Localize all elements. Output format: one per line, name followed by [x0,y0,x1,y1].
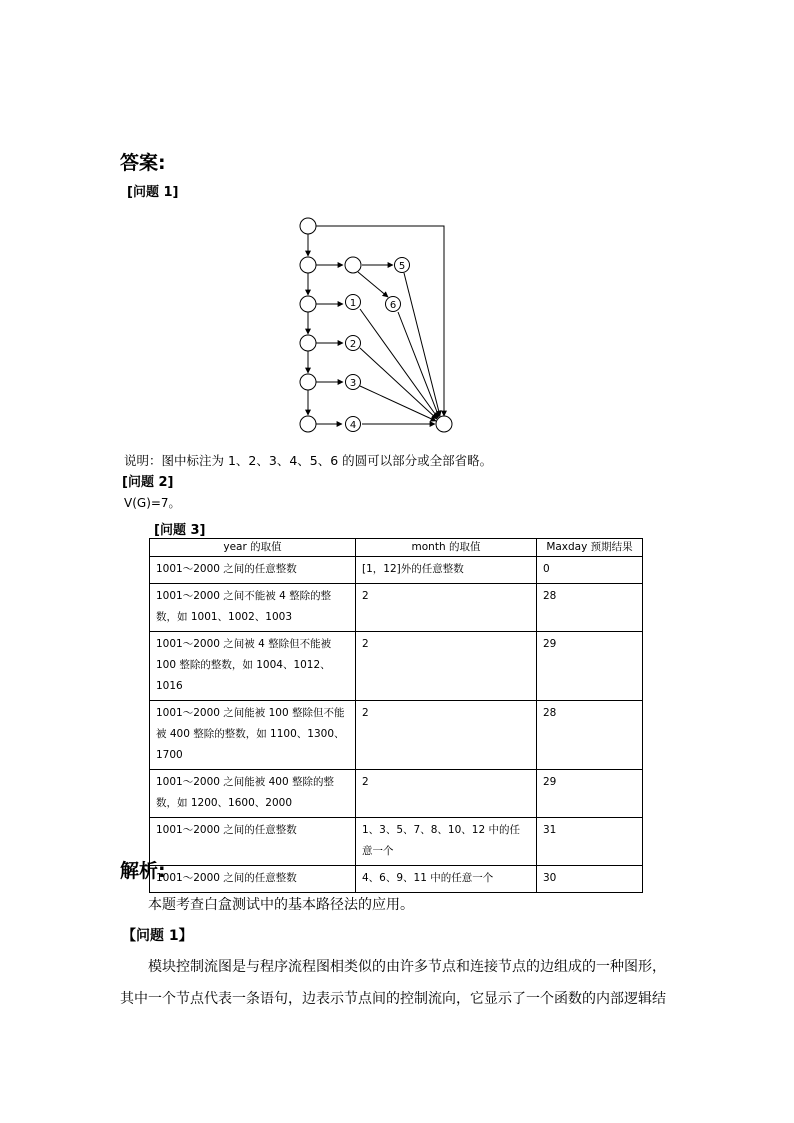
node [300,257,316,273]
cell-month: 4、6、9、11 中的任意一个 [356,866,537,893]
table-row [150,557,643,584]
question-3-label: [问题 3] [154,523,206,538]
cell-month: 1、3、5、7、8、10、12 中的任意一个 [356,818,537,866]
cell-maxday: 28 [537,701,643,770]
analysis-heading: 解析: [120,860,166,882]
analysis-paragraph-line-1: 模块控制流图是与程序流程图相类似的由许多节点和连接节点的边组成的一种图形， [148,959,666,975]
cell-maxday: 28 [537,584,643,632]
table-row [150,818,643,866]
node-label-6: 6 [389,300,397,311]
cell-year: 1001～2000 之间的任意整数 [150,557,356,584]
cell-month: 2 [356,701,537,770]
question-1-label: [问题 1] [127,185,179,200]
table-row [150,770,643,818]
header-maxday: Maxday 预期结果 [537,539,643,557]
edge [358,272,388,297]
analysis-paragraph-line-2: 其中一个节点代表一条语句，边表示节点间的控制流向，它显示了一个函数的内部逻辑结 [120,991,666,1007]
edge [404,273,440,416]
node-label-3: 3 [349,378,357,389]
edge [398,312,439,417]
table-row [150,584,643,632]
cell-month: 2 [356,632,537,701]
node [300,296,316,312]
node-label-5: 5 [398,261,406,272]
cell-maxday: 0 [537,557,643,584]
analysis-question-1-label: 【问题 1】 [122,928,193,944]
node [300,335,316,351]
cell-year: 1001～2000 之间不能被 4 整除的整数，如 1001、1002、1003 [150,584,356,632]
table-row [150,632,643,701]
cell-month: 2 [356,584,537,632]
cell-maxday: 29 [537,770,643,818]
node-label-4: 4 [349,420,357,431]
cell-year: 1001～2000 之间的任意整数 [150,866,356,893]
cell-year: 1001～2000 之间能被 100 整除但不能被 400 整除的整数，如 1100、1300、1700 [150,701,356,770]
cell-maxday: 30 [537,866,643,893]
table-header-row [150,539,643,557]
node [300,374,316,390]
answer-heading: 答案: [120,152,166,174]
question-2-answer: V(G)=7。 [124,496,181,510]
edge [360,386,436,421]
edge [316,226,444,416]
node [300,416,316,432]
analysis-intro: 本题考查白盒测试中的基本路径法的应用。 [148,897,414,913]
table-row [150,701,643,770]
node-label-2: 2 [349,339,357,350]
node-label-1: 1 [349,298,357,309]
cell-month: [1，12]外的任意整数 [356,557,537,584]
test-case-table [149,538,643,893]
cell-month: 2 [356,770,537,818]
question-2-label: [问题 2] [122,475,174,490]
graph-note: 说明：图中标注为 1、2、3、4、5、6 的圆可以部分或全部省略。 [124,453,493,468]
cell-year: 1001～2000 之间的任意整数 [150,818,356,866]
header-month: month 的取值 [356,539,537,557]
cell-year: 1001～2000 之间能被 400 整除的整数，如 1200、1600、2000 [150,770,356,818]
node-start [300,218,316,234]
header-year: year 的取值 [150,539,356,557]
node-exit [436,416,452,432]
cell-maxday: 29 [537,632,643,701]
node [345,257,361,273]
control-flow-graph [290,214,460,438]
cell-maxday: 31 [537,818,643,866]
cell-year: 1001～2000 之间被 4 整除但不能被 100 整除的整数，如 1004、1012、1016 [150,632,356,701]
table-row [150,866,643,893]
